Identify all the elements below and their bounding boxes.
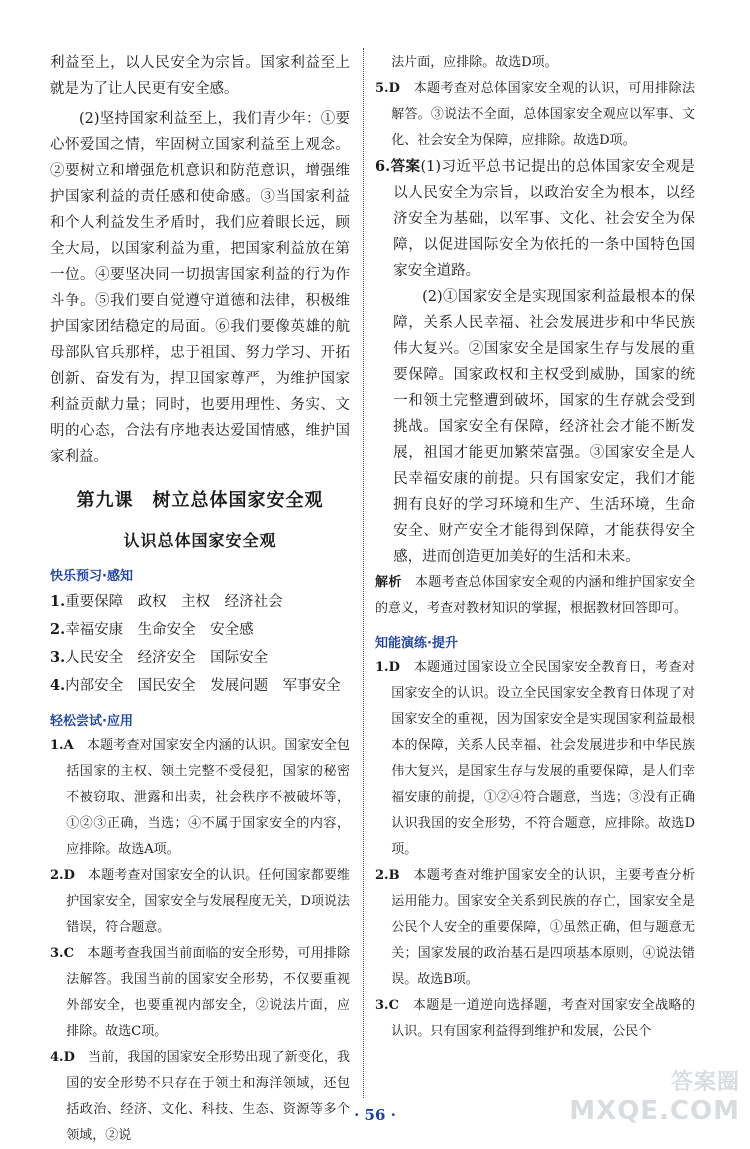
list-item: 2.幸福安康 生命安全 安全感 (50, 621, 254, 638)
answer-item: 1.D 本题通过国家设立全民国家安全教育日，考查对国家安全的认识。设立全民国家安全教育日体现了对国家安全的重视，因为国家安全是实现国家利益最根本的保障，关系人民幸福、社会发展进步和中华民族伟大复兴，是国家生存与发展的重要保障，是人们幸福安康的前提，①②④符合题意，当选；③没有正确认识我国的安全形势，不符合题意，应排除。故选D项。 (375, 660, 695, 857)
list-item: 3.人民安全 经济安全 国际安全 (50, 649, 269, 666)
preview-list (50, 588, 350, 700)
column-divider (363, 48, 364, 1098)
list-item: 1.重要保障 政权 主权 经济社会 (50, 593, 283, 610)
section-title: 认识总体国家安全观 (123, 531, 277, 550)
paragraph: 法片面，应排除。故选D项。 (391, 55, 558, 70)
section-heading-practice: 知能演练·提升 (375, 636, 458, 651)
list-item: 4.内部安全 国民安全 发展问题 军事安全 (50, 677, 341, 694)
answer-item: 6.答案(1)习近平总书记提出的总体国家安全观是以人民安全为宗旨，以政治安全为根本，以经济安全为基础，以军事、文化、社会安全为保障，以促进国际安全为依托的一条中国特色国家安全道路。 (375, 158, 695, 279)
answer-item: 2.D 本题考查对国家安全的认识。任何国家都要维护国家安全，国家安全与发展程度无关，D项说法错误，符合题意。 (50, 868, 350, 935)
lesson-title: 第九课 树立总体国家安全观 (76, 490, 324, 511)
answer-item: 5.D 本题考查对总体国家安全观的认识，可用排除法解答。③说法不全面，总体国家安全观应以军事、文化、社会安全为保障，应排除。故选D项。 (375, 81, 695, 148)
answer-item: 2.B 本题考查对维护国家安全的认识，主要考查分析运用能力。国家安全关系到民族的存亡，国家安全是公民个人安全的重要保障，①虽然正确，但与题意无关；国家发展的政治基石是四项基本原则，④说法错误。故选B项。 (375, 868, 695, 987)
answer-item: 3.C 本题考查我国当前面临的安全形势，可用排除法解答。我国当前的国家安全形势，不仅要重视外部安全，也要重视内部安全，②说法片面，应排除。故选C项。 (50, 946, 350, 1039)
section-heading-preview: 快乐预习·感知 (50, 569, 133, 584)
answer-item: 3.C 本题是一道逆向选择题，考查对国家安全战略的认识。只有国家利益得到维护和发展，公民个 (375, 998, 695, 1039)
paragraph: 利益至上，以人民安全为宗旨。国家利益至上就是为了让人民更有安全感。 (50, 55, 350, 97)
analysis: 解析 本题考查总体国家安全观的内涵和维护国家安全的意义，考查对教材知识的掌握，根据教材回答即可。 (375, 575, 695, 616)
watermark-logo: 答案圈 MXQE.COM (569, 1070, 740, 1126)
answer-item: 1.A 本题考查对国家安全内涵的认识。国家安全包括国家的主权、领土完整不受侵犯，国家的秘密不被窃取、泄露和出卖，社会秩序不被破坏等，①②③正确，当选；④不属于国家安全的内容，应排除。故选A项。 (50, 738, 350, 857)
right-column (375, 50, 695, 1045)
section-heading-try: 轻松尝试·应用 (50, 714, 133, 729)
paragraph: (2)①国家安全是实现国家利益最根本的保障，关系人民幸福、社会发展进步和中华民族伟大复兴。②国家安全是国家生存与发展的重要保障。国家政权和主权受到威胁，国家的统一和领土完整遭到破坏，国家的生存就会受到挑战。国家安全有保障，经济社会才能不断发展，祖国才能更加繁荣富强。③国家安全是人民幸福安康的前提。只有国家安定，我们才能拥有良好的学习环境和生产、生活环境，生命安全、财产安全才能得到保障，才能获得安全感，进而创造更加美好的生活和未来。 (393, 289, 695, 565)
answer-item: 4.D 当前，我国的国家安全形势出现了新变化，我国的安全形势不只存在于领土和海洋领域，还包括政治、经济、文化、科技、生态、资源等多个领域，②说 (50, 1050, 350, 1143)
page-number: · 56 · (354, 1106, 396, 1124)
left-column (50, 50, 350, 1149)
paragraph: (2)坚持国家利益至上，我们青少年：①要心怀爱国之情，牢固树立国家利益至上观念。②要树立和增强危机意识和防范意识，增强维护国家利益的责任感和使命感。③当国家利益和个人利益发生矛盾时，我们应着眼长远，顾全大局，以国家利益为重，把国家利益放在第一位。④要坚决同一切损害国家利益的行为作斗争。⑤我们要自觉遵守道德和法律，积极维护国家团结稳定的局面。⑥我们要像英雄的航母部队官兵那样，忠于祖国、努力学习、开拓创新、奋发有为，捍卫国家尊严，为维护国家利益贡献力量；同时，也要用理性、务实、文明的心态，合法有序地表达爱国情感，维护国家利益。 (50, 111, 350, 465)
